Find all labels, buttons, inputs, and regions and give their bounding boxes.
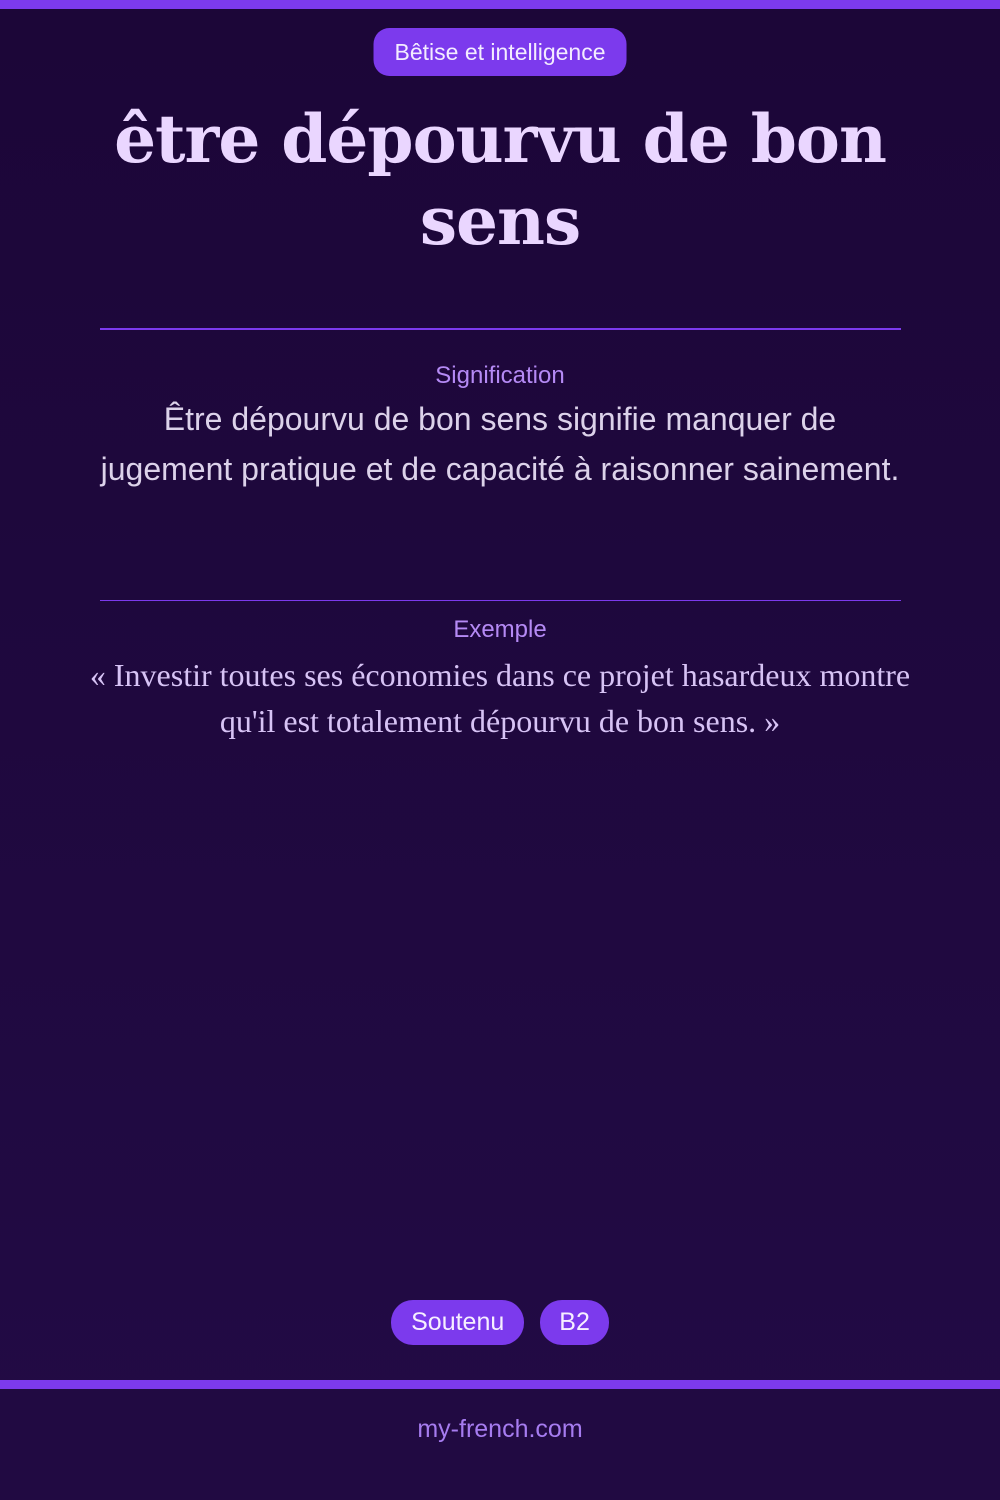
- tag-list: [0, 1300, 1000, 1345]
- meaning-text: Être dépourvu de bon sens signifie manquer de jugement pratique et de capacité à raisonner sainement.: [100, 401, 900, 487]
- example-label: Exemple: [453, 616, 547, 643]
- example-text: « Investir toutes ses économies dans ce projet hasardeux montre qu'il est totalement dépourvu de bon sens. »: [89, 657, 911, 739]
- meaning-label: Signification: [435, 362, 565, 389]
- category-badge: Bêtise et intelligence: [374, 28, 627, 76]
- expression-title: être dépourvu de bon sens: [114, 100, 886, 260]
- divider-meaning: [100, 328, 901, 330]
- register-tag: Soutenu: [391, 1300, 524, 1345]
- level-tag: B2: [540, 1300, 609, 1345]
- bottom-accent-bar: [0, 1380, 1000, 1389]
- footer: [0, 1389, 1000, 1500]
- top-accent-bar: [0, 0, 1000, 9]
- site-link[interactable]: my-french.com: [417, 1415, 583, 1443]
- divider-example: [100, 600, 901, 601]
